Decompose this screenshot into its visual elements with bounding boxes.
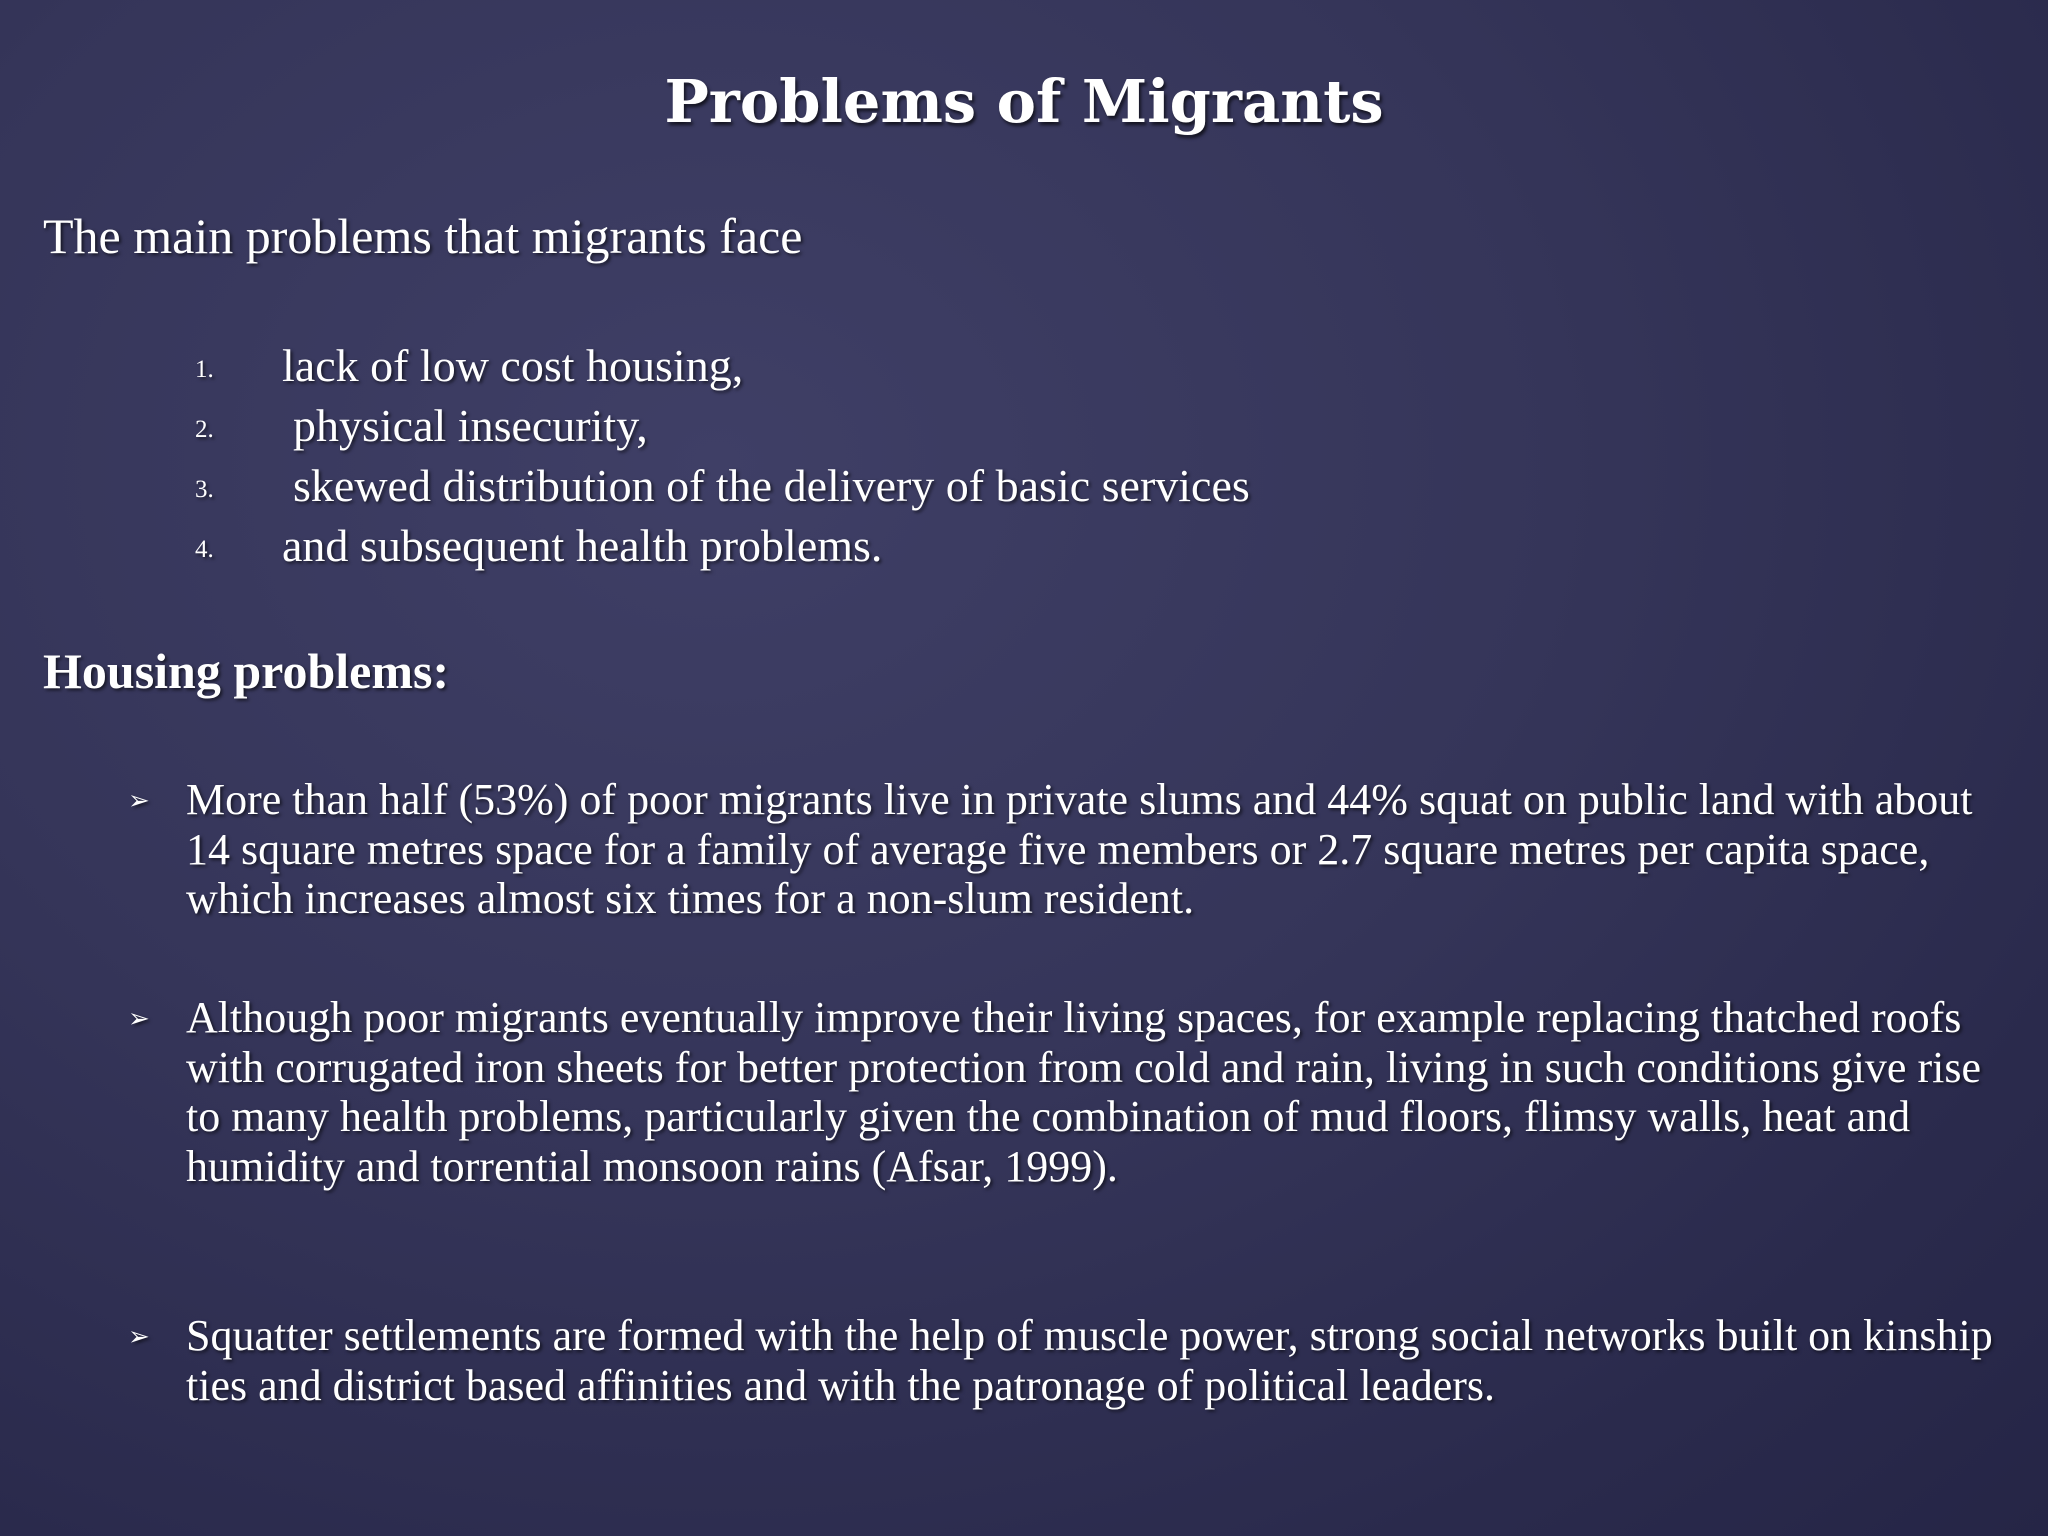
- problem-number: 3.: [195, 476, 214, 503]
- bullet-list: [0, 993, 2048, 1191]
- bullet-list: [0, 1311, 2048, 1410]
- problem-text: and subsequent health problems.: [282, 520, 883, 571]
- problem-text: physical insecurity,: [293, 400, 648, 451]
- problem-number: 4.: [195, 536, 214, 563]
- arrowhead-bullet-icon: ➢: [128, 1322, 150, 1352]
- bullet-text: Although poor migrants eventually improve their living spaces, for example replacing thatched roofs with corrugated iron sheets for better protection from cold and rain, living in such conditions give rise to many health problems, particularly given the combination of mud floors, flimsy walls, heat and humidity and torrential monsoon rains (Afsar, 1999).: [186, 993, 1981, 1191]
- bullet-list: [0, 775, 2048, 924]
- bullet-text: Squatter settlements are formed with the help of muscle power, strong social networks built on kinship ties and district based affinities and with the patronage of political leaders.: [186, 1311, 1993, 1410]
- problem-text: skewed distribution of the delivery of basic services: [293, 460, 1250, 511]
- slide-title: Problems of Migrants: [664, 67, 1384, 136]
- arrowhead-bullet-icon: ➢: [128, 786, 150, 816]
- bullet-item: [0, 993, 2048, 1191]
- bullet-text: More than half (53%) of poor migrants live in private slums and 44% squat on public land with about 14 square metres space for a family of average five members or 2.7 square metres per capita space, which increases almost six times for a non-slum resident.: [186, 775, 1973, 923]
- housing-heading: Housing problems:: [43, 643, 450, 699]
- problem-text: lack of low cost housing,: [282, 340, 744, 391]
- problem-number: 1.: [195, 356, 214, 383]
- intro-text: The main problems that migrants face: [43, 208, 803, 264]
- problem-number: 2.: [195, 416, 214, 443]
- bullet-item: [0, 1311, 2048, 1410]
- arrowhead-bullet-icon: ➢: [128, 1004, 150, 1034]
- bullet-item: [0, 775, 2048, 924]
